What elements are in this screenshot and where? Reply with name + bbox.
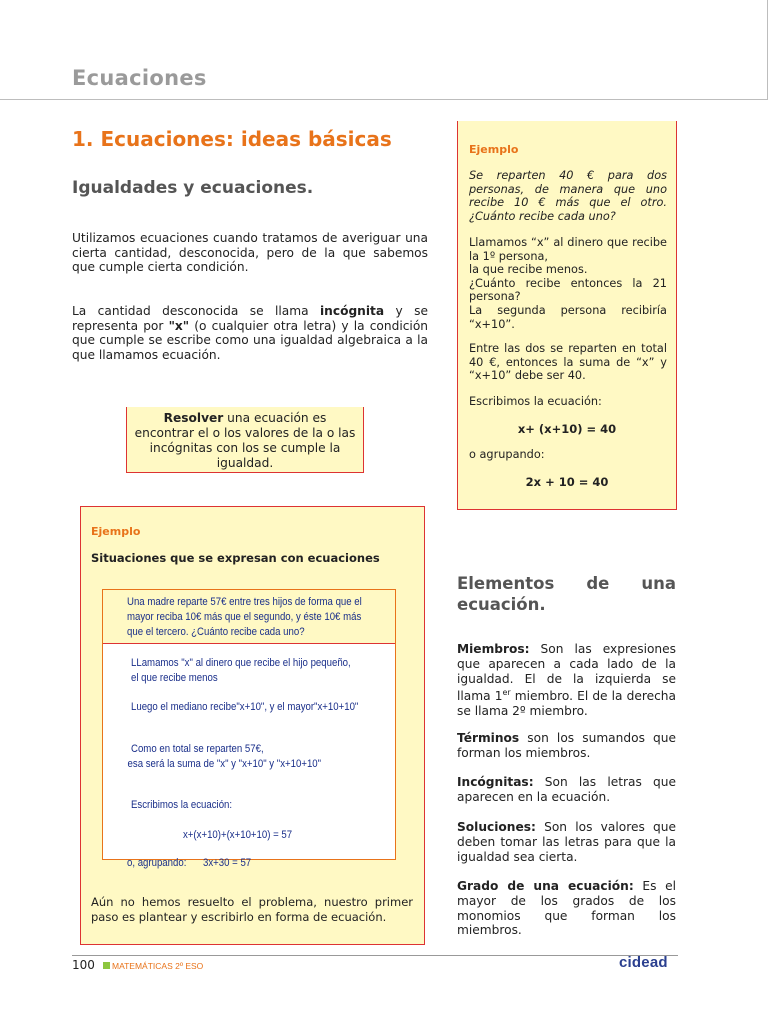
handwritten-equation-2: 3x+30 = 57 <box>203 857 252 869</box>
example-box-2 <box>457 121 677 510</box>
handwritten-step-4: Escribimos la ecuación: <box>131 799 233 811</box>
term-text: son los sumandos que forman los miembros. <box>457 731 676 760</box>
handwritten-step-2: Luego el mediano recibe"x+10", y el mayor"x+10+10" <box>131 701 359 713</box>
example-equation-1: x+ (x+10) = 40 <box>517 422 617 436</box>
handwritten-solution-panel <box>102 589 396 869</box>
definition-term: Resolver <box>163 411 224 425</box>
page-header-title: Ecuaciones <box>72 66 207 90</box>
intro-paragraph-1: Utilizamos ecuaciones cuando tratamos de averiguar una cierta cantidad, desconocida, pero de la que sabemos que cumple cierta condición. <box>72 231 428 274</box>
term-name: Términos <box>457 731 520 745</box>
problem-line: Una madre reparte 57€ entre tres hijos de forma que el <box>127 596 362 608</box>
problem-line: mayor reciba 10€ más que el segundo, y éste 10€ más <box>127 611 362 623</box>
handwritten-step-1 <box>131 656 351 686</box>
example-heading: Situaciones que se expresan con ecuaciones <box>91 551 380 565</box>
term-name: Soluciones: <box>457 820 536 834</box>
step-line: Llamamos “x” al dinero que recibe la 1º persona, <box>469 236 667 263</box>
handwritten-grouping-label: o, agrupando: <box>127 857 187 869</box>
step-line: esa será la suma de "x" y "x+10" y "x+10+10" <box>127 758 322 770</box>
title-line: ecuación. <box>457 595 546 614</box>
incognita-term: incógnita <box>320 304 385 318</box>
problem-line: que el tercero. ¿Cuánto recibe cada uno? <box>127 626 305 638</box>
intro-paragraph-2 <box>72 304 428 362</box>
example-step-2: Entre las dos se reparten en total 40 €, entonces la suma de “x” y “x+10” debe ser 40. <box>469 342 667 383</box>
x-symbol: "x" <box>168 318 190 333</box>
definition-box <box>126 407 364 473</box>
example-step-1 <box>469 236 667 331</box>
example-box-1 <box>80 506 425 945</box>
term-text: Son los valores que deben tomar las letras para que la igualdad sea cierta. <box>457 820 676 864</box>
term-terminos <box>457 731 676 761</box>
intro-text: La cantidad desconocida se llama <box>72 304 320 318</box>
term-incognitas <box>457 775 676 805</box>
header-divider <box>0 99 768 100</box>
handwritten-step-3 <box>127 742 322 772</box>
footer-divider <box>72 955 678 956</box>
term-miembros <box>457 642 676 719</box>
term-name: Grado de una ecuación: <box>457 879 634 893</box>
example-problem: Se reparten 40 € para dos personas, de manera que uno recibe 10 € más que el otro. ¿Cuánto recibe cada uno? <box>469 169 667 223</box>
step-line: ¿Cuánto recibe entonces la 21 persona? <box>469 276 667 304</box>
term-text: Es el mayor de los grados de los monomios que forman los miembros. <box>457 879 676 938</box>
step-line: Como en total se reparten 57€, <box>131 743 264 755</box>
subsection-title: Igualdades y ecuaciones. <box>72 178 314 198</box>
title-line: Elementos de una <box>457 574 676 593</box>
section-title: 1. Ecuaciones: ideas básicas <box>72 127 392 151</box>
term-text: miembro. El de la derecha se llama 2º miembro. <box>457 689 676 719</box>
page-number: 100 <box>72 958 95 972</box>
elements-title <box>457 573 676 615</box>
term-text: Son las letras que aparecen en la ecuación. <box>457 775 676 804</box>
example-step-3: Escribimos la ecuación: <box>469 395 602 408</box>
intro-text: y se representa por <box>72 304 428 333</box>
example-conclusion: Aún no hemos resuelto el problema, nuestro primer paso es plantear y escribirlo en forma de ecuación. <box>91 895 413 924</box>
handwritten-equation-1: x+(x+10)+(x+10+10) = 57 <box>183 829 293 841</box>
footer-subject: MATEMÁTICAS 2º ESO <box>112 961 204 971</box>
definition-text: una ecuación es encontrar el o los valores de la o las incógnitas con los se cumple la igualdad. <box>134 411 356 470</box>
example-label: Ejemplo <box>469 143 519 156</box>
step-line: el que recibe menos <box>131 672 218 684</box>
green-square-icon <box>103 962 110 969</box>
problem-statement-box <box>103 590 395 644</box>
example-label: Ejemplo <box>91 525 141 538</box>
term-name: Miembros: <box>457 642 530 656</box>
example-equation-2: 2x + 10 = 40 <box>525 475 609 489</box>
intro-text: (o cualquier otra letra) y la condición que cumple se escribe como una igualdad algebraica a la que llamamos ecuación. <box>72 318 428 362</box>
step-line: La segunda persona recibiría “x+10”. <box>469 303 667 331</box>
term-grado <box>457 879 676 938</box>
term-superscript: er <box>502 688 511 698</box>
step-line: LLamamos "x" al dinero que recibe el hijo pequeño, <box>131 657 351 669</box>
handwritten-problem <box>127 595 362 640</box>
term-soluciones <box>457 820 676 864</box>
cidead-logo: cidead <box>619 954 668 971</box>
term-text: Son las expresiones que aparecen a cada lado de la igualdad. El de la izquierda se llama 1 <box>457 642 676 704</box>
example-step-4: o agrupando: <box>469 448 545 461</box>
step-line: la que recibe menos. <box>469 263 588 277</box>
term-name: Incógnitas: <box>457 775 534 789</box>
